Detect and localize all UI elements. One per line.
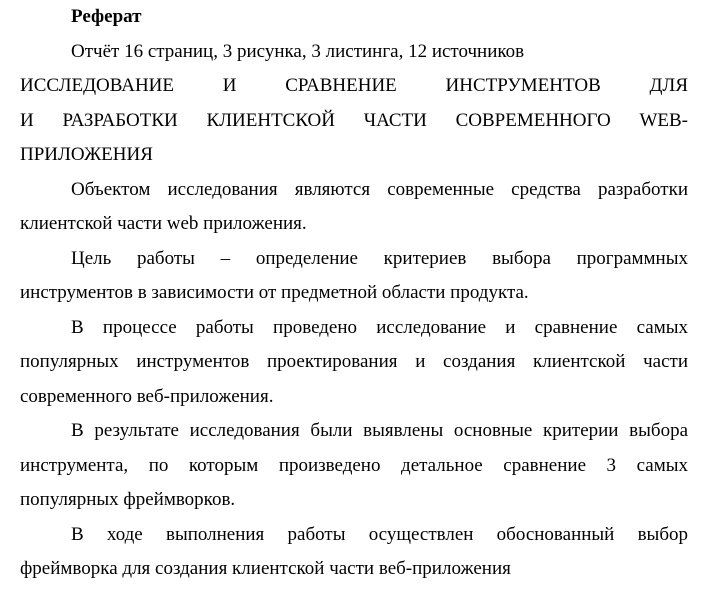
document-page	[20, 0, 688, 587]
paragraph-line: инструмента, по которым произведено детальное сравнение 3 самых	[20, 454, 688, 476]
paragraph-line: популярных инструментов проектирования и создания клиентской части	[20, 351, 688, 372]
paragraph-line: В процессе работы проведено исследование и сравнение самых	[71, 316, 688, 338]
paragraph-line: Цель работы – определение критериев выбора программных	[71, 247, 688, 269]
paragraph-line: Объектом исследования являются современные средства разработки	[71, 178, 688, 200]
paragraph-line: В ходе выполнения работы осуществлен обоснованный выбор	[71, 523, 688, 545]
title-line-1: ИССЛЕДОВАНИЕ И СРАВНЕНИЕ ИНСТРУМЕНТОВ ДЛЯ	[20, 75, 688, 96]
paragraph-line: В результате исследования были выявлены основные критерии выбора	[71, 420, 688, 441]
abstract-heading: Реферат	[71, 6, 142, 27]
paragraph-results	[20, 414, 688, 518]
paragraph-line: клиентской части web приложения.	[20, 213, 307, 234]
paragraph-process	[20, 311, 688, 415]
paragraph-line: фреймворка для создания клиентской части веб-приложения	[20, 558, 511, 579]
paragraph-conclusion	[20, 518, 688, 587]
summary-line: Отчёт 16 страниц, 3 рисунка, 3 листинга, 12 источников	[71, 40, 525, 62]
paragraph-line: популярных фреймворков.	[20, 489, 236, 510]
paragraph-object	[20, 173, 688, 242]
paragraph-goal	[20, 242, 688, 311]
title-line-3: ПРИЛОЖЕНИЯ	[20, 144, 153, 165]
title-line-2: И РАЗРАБОТКИ КЛИЕНТСКОЙ ЧАСТИ СОВРЕМЕННОГО WEB-	[20, 109, 688, 131]
paragraph-line: инструментов в зависимости от предметной области продукта.	[20, 282, 529, 303]
paragraph-line: современного веб-приложения.	[20, 385, 274, 407]
